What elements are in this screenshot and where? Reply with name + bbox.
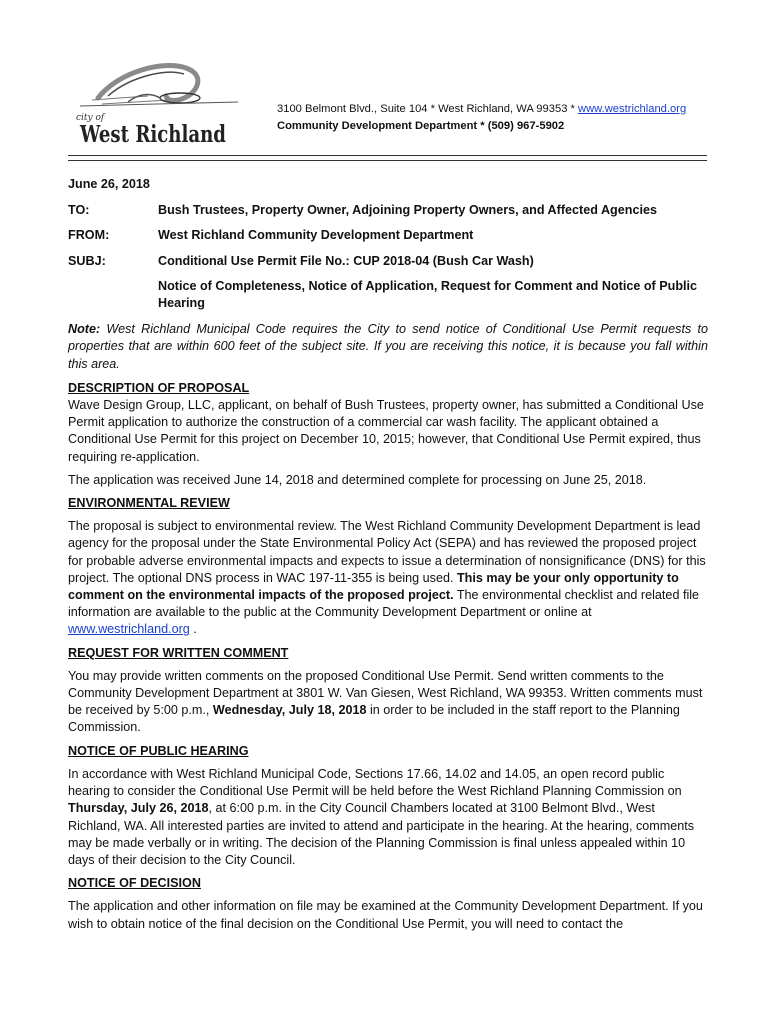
letterhead-address-block <box>277 101 686 135</box>
description-paragraph-2: The application was received June 14, 2018 and determined complete for processing on June 25, 2018. <box>68 472 647 487</box>
decision-heading: NOTICE OF DECISION <box>68 876 201 891</box>
memo-from-value: West Richland Community Development Department <box>158 228 474 243</box>
memo-subj-row <box>68 253 708 270</box>
department-line: Community Development Department * (509) 967-5902 <box>277 120 565 132</box>
environmental-bold-text: This may be your only opportunity to comment on the environmental impacts of the proposed project. <box>68 570 679 603</box>
environmental-text-1: The proposal is subject to environmental review. The West Richland Community Development Department is lead agency for the proposal under the State Environmental Policy Act (SEPA) and has reviewed the proposed project for probable adverse environmental impacts and expects to issue a determination of nonsignificance (DNS) for this project. The optional DNS process in WAC 197-11-355 is being used. <box>68 519 706 585</box>
letter-body <box>68 176 708 933</box>
comment-deadline: Wednesday, July 18, 2018 <box>212 703 367 718</box>
city-logo <box>68 62 248 152</box>
memo-subj-label: SUBJ: <box>68 253 106 268</box>
website-link[interactable]: www.westrichland.org <box>578 103 687 115</box>
environmental-website-link[interactable]: www.westrichland.org <box>68 622 190 637</box>
environmental-text-3: . <box>189 622 197 637</box>
hearing-text-1: In accordance with West Richland Municipal Code, Sections 17.66, 14.02 and 14.05, an open record public hearing to consider the Conditional Use Permit will be held before the West Richland Planning Commission on <box>68 766 682 799</box>
memo-to-label: TO: <box>68 203 90 218</box>
memo-to-value: Bush Trustees, Property Owner, Adjoining Property Owners, and Affected Agencies <box>158 203 657 218</box>
environmental-paragraph <box>68 518 708 638</box>
logo-city-of-text: city of <box>76 113 105 123</box>
memo-subj-value: Conditional Use Permit File No.: CUP 2018-04 (Bush Car Wash) <box>158 253 534 268</box>
memo-date: June 26, 2018 <box>68 177 150 191</box>
note-label: Note: <box>68 322 101 337</box>
comment-paragraph <box>68 668 708 737</box>
hearing-heading: NOTICE OF PUBLIC HEARING <box>68 743 249 758</box>
environmental-text-2: The environmental checklist and related file information are available to the public at the Community Development Department or online at <box>68 588 700 620</box>
decision-paragraph: The application and other information on file may be examined at the Community Development Department. If you wish to obtain notice of the final decision on the Conditional Use Permit, you will need to contact the <box>68 899 703 931</box>
comment-text-2: in order to be included in the staff report to the Planning Commission. <box>68 703 680 735</box>
memo-subj-detail: Notice of Completeness, Notice of Application, Request for Comment and Notice of Public Hearing <box>158 278 698 311</box>
environmental-heading: ENVIRONMENTAL REVIEW <box>68 496 230 511</box>
header-divider-bottom <box>68 160 707 161</box>
note-text: West Richland Municipal Code requires the City to send notice of Conditional Use Permit requests to properties that are within 600 feet of the subject site. If you are receiving this notice, it is because you fall within this area. <box>68 322 708 371</box>
note-paragraph <box>68 321 708 373</box>
description-paragraph-1: Wave Design Group, LLC, applicant, on behalf of Bush Trustees, property owner, has submitted a Conditional Use Permit application to authorize the construction of a commercial car wash facility. The applicant obtained a Conditional Use Permit for this project on December 10, 2015; however, that Conditional Use Permit expired, thus requiring re-application. <box>68 398 704 464</box>
hearing-text-2: , at 6:00 p.m. in the City Council Chambers located at 3100 Belmont Blvd., West Richland, WA. All interested parties are invited to attend and participate in the hearing. At the hearing, comments may be made verbally or in writing. The decision of the Planning Commission is final unless appealed within 10 days of their decision to the City Council. <box>68 801 695 867</box>
logo-name-text: West Richland <box>79 121 227 148</box>
memo-from-label: FROM: <box>68 228 110 243</box>
memo-from-row <box>68 227 708 244</box>
hearing-date: Thursday, July 26, 2018 <box>68 801 209 816</box>
logo-swoosh-icon <box>98 66 198 101</box>
comment-heading: REQUEST FOR WRITTEN COMMENT <box>68 645 289 660</box>
memo-to-row <box>68 202 708 219</box>
hearing-paragraph <box>68 766 708 869</box>
header-divider-top <box>68 155 707 156</box>
address-line: 3100 Belmont Blvd., Suite 104 * West Richland, WA 99353 * <box>277 103 578 115</box>
description-heading: DESCRIPTION OF PROPOSAL <box>68 380 250 395</box>
comment-text-1: You may provide written comments on the proposed Conditional Use Permit. Send written comments to the Community Development Department at 3801 W. Van Giesen, West Richland, WA 99353. Written comments must be received by 5:00 p.m., <box>68 668 703 718</box>
